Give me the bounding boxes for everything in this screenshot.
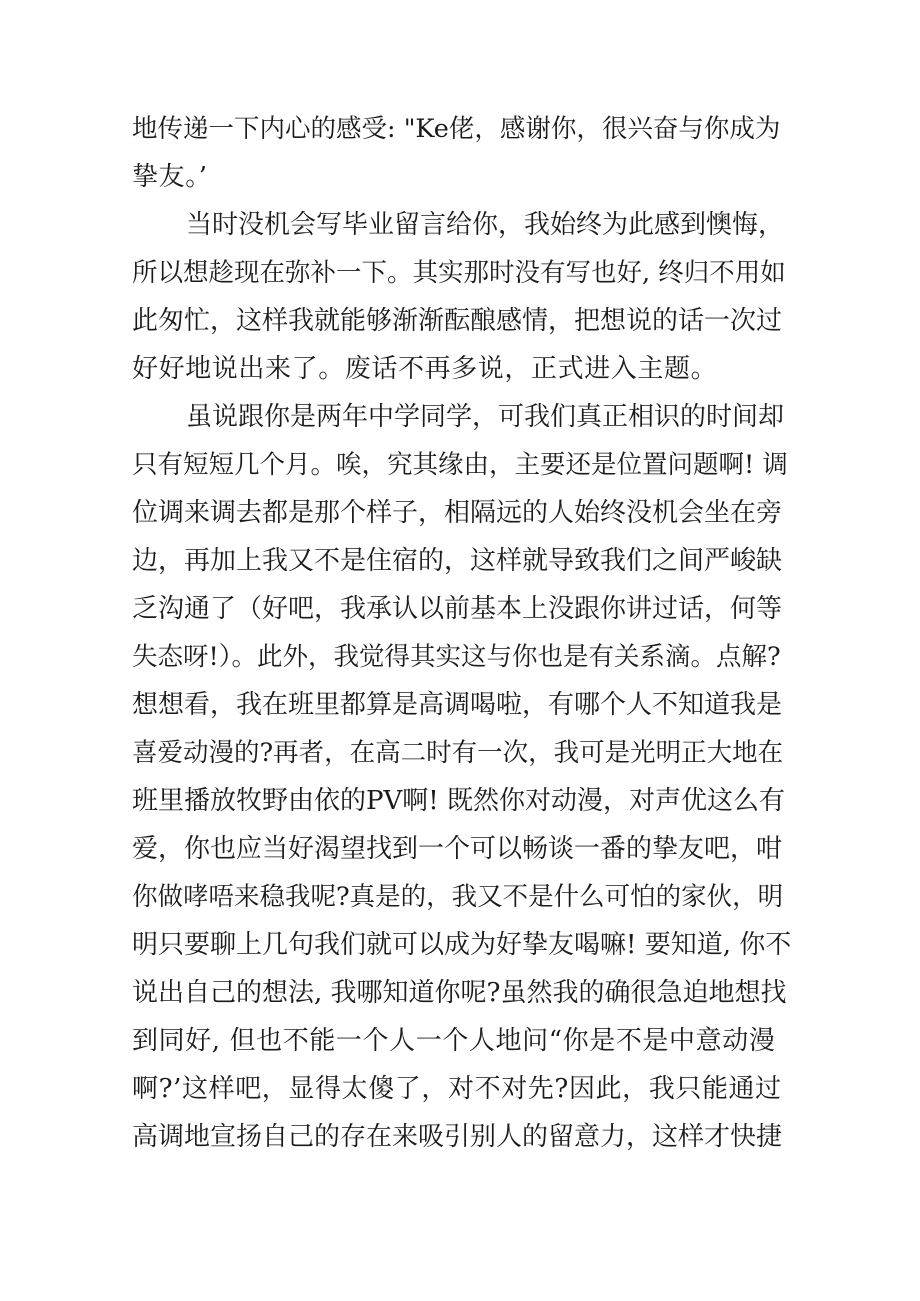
text-line: 此匆忙，这样我就能够渐渐酝酿感情，把想说的话一次过 bbox=[132, 306, 783, 336]
text-line: 想想看，我在班里都算是高调喝啦，有哪个人不知道我是 bbox=[132, 690, 783, 720]
text-line: 失态呀!）。此外，我觉得其实这与你也是有关系滴。点解? bbox=[132, 642, 781, 672]
text-line: 说出自己的想法, 我哪知道你呢?虽然我的确很急迫地想找 bbox=[132, 978, 787, 1008]
text-line: 班里播放牧野由依的PV啊! 既然你对动漫，对声优这么有 bbox=[132, 786, 785, 816]
text-line: 边，再加上我又不是住宿的，这样就导致我们之间严峻缺 bbox=[132, 546, 783, 576]
paragraph-start-line: 虽说跟你是两年中学同学，可我们真正相识的时间却 bbox=[186, 402, 785, 432]
text-line: 啊?’这样吧，显得太傻了，对不对先?因此，我只能通过 bbox=[132, 1074, 782, 1104]
text-line: 你做哮唔来稳我呢?真是的，我又不是什么可怕的家伙，明 bbox=[132, 882, 784, 912]
text-line: 挚友。’ bbox=[132, 162, 208, 192]
text-line: 高调地宣扬自己的存在来吸引别人的留意力，这样才快捷 bbox=[132, 1122, 783, 1152]
text-line: 乏沟通了（好吧，我承认以前基本上没跟你讲过话，何等 bbox=[132, 594, 783, 624]
text-line: 所以想趁现在弥补一下。其实那时没有写也好, 终归不用如 bbox=[132, 258, 786, 288]
text-line: 位调来调去都是那个样子，相隔远的人始终没机会坐在旁 bbox=[132, 498, 783, 528]
paragraph-start-line: 当时没机会写毕业留言给你，我始终为此感到懊悔， bbox=[186, 210, 785, 240]
text-line: 到同好, 但也不能一个人一个人地问“你是不是中意动漫 bbox=[132, 1026, 776, 1056]
text-line: 地传递一下内心的感受: "Ke佬，感谢你，很兴奋与你成为 bbox=[132, 114, 781, 144]
text-line: 只有短短几个月。唉，究其缘由，主要还是位置问题啊! 调 bbox=[132, 450, 788, 480]
text-line: 好好地说出来了。废话不再多说，正式进入主题。 bbox=[132, 354, 718, 384]
text-line: 爱，你也应当好渴望找到一个可以畅谈一番的挚友吧，咁 bbox=[132, 834, 783, 864]
text-line: 明只要聊上几句我们就可以成为好挚友喝嘛! 要知道, 你不 bbox=[132, 930, 792, 960]
text-line: 喜爱动漫的?再者，在高二时有一次，我可是光明正大地在 bbox=[132, 738, 784, 768]
